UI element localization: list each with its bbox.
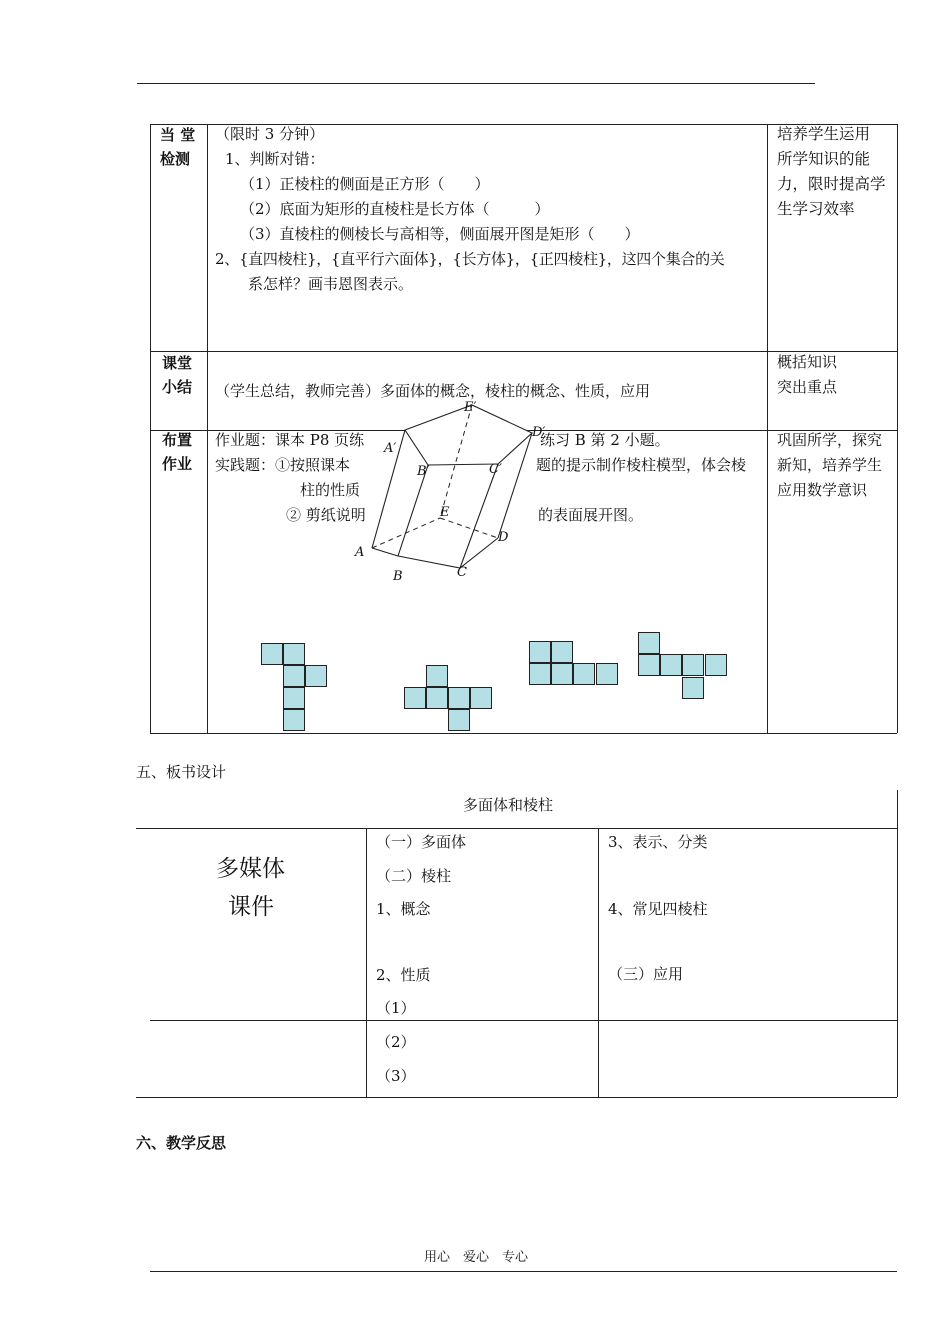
prism-label: C′ (489, 462, 502, 477)
prism-label: B (393, 569, 403, 584)
row-label-homework: 布置 作业 (162, 431, 193, 473)
section6-heading: 六、教学反思 (136, 1134, 227, 1152)
footer-rule (150, 1271, 897, 1272)
header-rule (137, 83, 815, 84)
prism-label: C (457, 565, 467, 580)
prism-label: A (355, 545, 365, 560)
section5-heading: 五、板书设计 (136, 763, 227, 781)
board-title: 多面体和棱柱 (463, 796, 554, 814)
prism-label: B′ (417, 464, 430, 479)
footer-text: 用心 爱心 专心 (424, 1250, 529, 1265)
prism-label: E′ (464, 400, 477, 415)
prism-label: E (440, 505, 450, 520)
prism-label: A′ (384, 441, 397, 456)
row-label-summary: 课堂 小结 (162, 354, 193, 396)
row-label-test: 当 堂 检测 (160, 126, 196, 168)
summary-content: （学生总结，教师完善）多面体的概念，棱柱的概念、性质，应用 (215, 382, 651, 400)
prism-label: D (498, 530, 509, 545)
prism-label: D′ (532, 425, 546, 440)
pentagonal-prism-figure (350, 398, 560, 588)
